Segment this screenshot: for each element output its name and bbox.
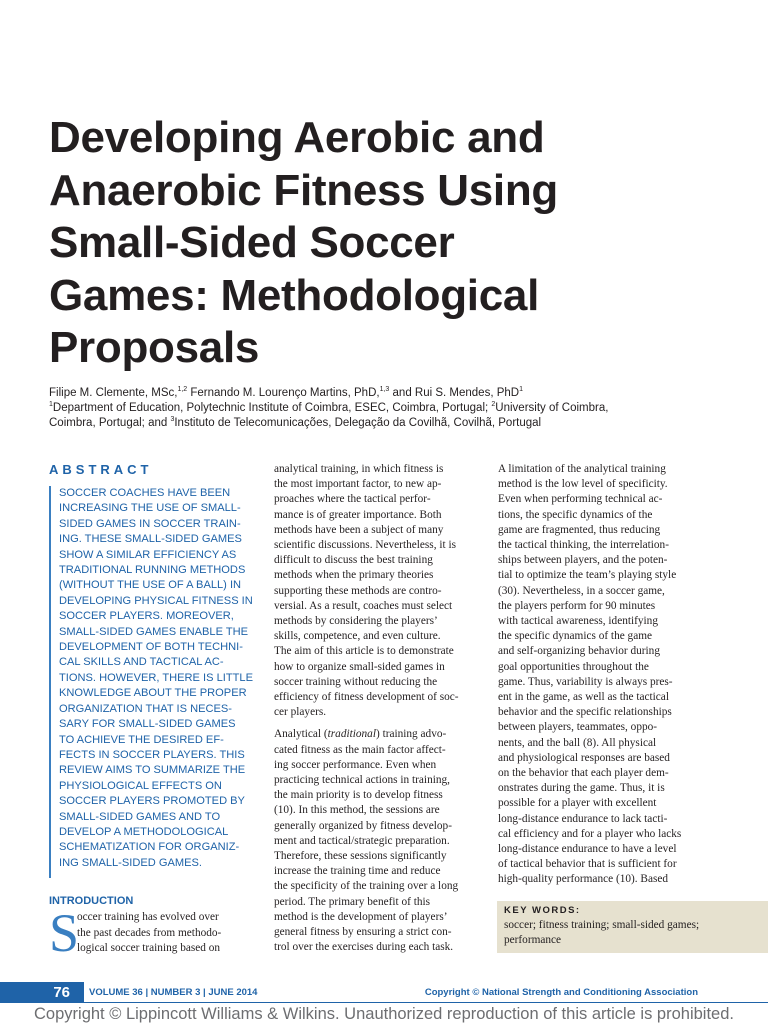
title-line: Small-Sided Soccer — [49, 218, 455, 267]
body-line: cal efficiency and for a player who lacks — [498, 827, 682, 840]
body-line: generally organized by fitness develop- — [274, 819, 452, 832]
footer-rule — [84, 1002, 768, 1003]
body-line: and self-organizing behavior during — [498, 645, 660, 658]
drop-cap: S — [49, 903, 80, 963]
body-line: general fitness by ensuring a strict con- — [274, 926, 452, 939]
abstract-line: FECTS IN SOCCER PLAYERS. THIS — [59, 748, 245, 761]
abstract-line: DEVELOP A METHODOLOGICAL — [59, 825, 229, 838]
body-line: analytical training, in which fitness is — [274, 463, 444, 475]
page-footer — [0, 982, 768, 1003]
body-line: mance is of greater importance. Both — [274, 508, 442, 521]
body-line: (30). Nevertheless, in a soccer game, — [498, 584, 665, 597]
body-line: how to organize small-sided games in — [274, 660, 445, 673]
body-line: skills, competence, and even culture. — [274, 630, 441, 643]
affiliation-line: Coimbra, Portugal; and $^3$Instituto de Telecomunicações, Delegação da Covilhã, Covilhã, Portugal — [49, 416, 542, 429]
body-line: logical soccer training based on — [77, 942, 221, 954]
body-line: tions, the specific dynamics of the — [498, 508, 653, 521]
abstract-line: SOCCER COACHES HAVE BEEN — [59, 487, 231, 499]
body-line: long-distance endurance to have a level — [498, 843, 677, 856]
body-line: cated fitness as the main factor affect- — [274, 743, 446, 756]
body-line: supporting these methods are contro- — [274, 584, 442, 597]
body-line: game are fragmented, thus reducing — [498, 523, 661, 536]
abstract-line: SOCCER PLAYERS. MOREOVER, — [59, 610, 234, 623]
abstract-line: ORGANIZATION THAT IS NECES- — [59, 702, 232, 715]
abstract-line: INCREASING THE USE OF SMALL- — [59, 502, 241, 515]
abstract-line: SIDED GAMES IN SOCCER TRAIN- — [59, 517, 241, 530]
body-line: methods have been a subject of many — [274, 523, 444, 536]
body-line: onstrates during the game. Thus, it is — [498, 782, 665, 795]
body-column-3 — [498, 462, 699, 888]
author-block — [49, 386, 729, 431]
body-column-2 — [274, 462, 475, 956]
body-line: with tactical awareness, identifying — [498, 615, 658, 628]
abstract-line: TIONS. HOWEVER, THERE IS LITTLE — [59, 671, 253, 684]
abstract-line: REVIEW AIMS TO SUMMARIZE THE — [59, 764, 246, 777]
body-line: tial to optimize the team’s playing style — [498, 569, 677, 582]
volume-info: VOLUME 36 | NUMBER 3 | JUNE 2014 — [89, 987, 258, 998]
body-line: the players perform for 90 minutes — [498, 599, 656, 612]
body-line: the most important factor, to new ap- — [274, 478, 442, 491]
title-line: Proposals — [49, 323, 260, 372]
keywords-heading: KEY WORDS: — [504, 905, 581, 916]
body-line: practicing technical actions in training, — [274, 774, 450, 787]
body-line: long-distance endurance to lack tacti- — [498, 812, 668, 825]
body-line: soccer training without reducing the — [274, 675, 438, 688]
body-line: method is the low level of specificity. — [498, 478, 668, 491]
body-line: the specificity of the training over a long — [274, 880, 459, 893]
body-line: the specific dynamics of the game — [498, 630, 653, 643]
body-line: A limitation of the analytical training — [498, 463, 666, 475]
body-line: The aim of this article is to demonstrate — [274, 645, 454, 658]
body-line: ships between players, and the poten- — [498, 554, 668, 567]
body-line: the past decades from methodo- — [77, 926, 222, 939]
abstract-line: TRADITIONAL RUNNING METHODS — [59, 564, 246, 577]
body-line: occer training has evolved over — [77, 911, 219, 923]
abstract-line: ING SMALL-SIDED GAMES. — [59, 856, 203, 869]
body-line: cer players. — [274, 706, 327, 719]
title-line: Developing Aerobic and — [49, 113, 545, 162]
body-line: increase the training time and reduce — [274, 865, 441, 878]
body-line: behavior and the specific relationships — [498, 706, 672, 719]
author-names: Filipe M. Clemente, MSc,$^{1,2}$ Fernando M. Lourenço Martins, PhD,$^{1,3}$ and Rui S. Mendes, PhD$^1$ — [49, 386, 523, 399]
body-line: methods by considering the players’ — [274, 615, 438, 628]
body-line: Even when performing technical ac- — [498, 493, 663, 506]
body-line: goal opportunities throughout the — [498, 660, 649, 673]
keywords-box — [497, 901, 768, 953]
abstract-line: PHYSIOLOGICAL EFFECTS ON — [59, 779, 222, 792]
abstract-line: SMALL-SIDED GAMES ENABLE THE — [59, 625, 249, 638]
keywords-text: soccer; fitness training; small-sided games; performance — [504, 919, 700, 946]
body-line: on the behavior that each player dem- — [498, 767, 669, 780]
body-line: difficult to discuss the best training — [274, 554, 433, 567]
abstract-line: DEVELOPING PHYSICAL FITNESS IN — [59, 594, 253, 607]
abstract-line: SARY FOR SMALL-SIDED GAMES — [59, 718, 236, 731]
body-line: ing soccer performance. Even when — [274, 758, 437, 771]
body-line: of tactical behavior that is sufficient for — [498, 858, 677, 871]
body-line: the tactical thinking, the interrelation- — [498, 539, 669, 552]
abstract-line: KNOWLEDGE ABOUT THE PROPER — [59, 687, 247, 700]
abstract-body — [49, 486, 255, 878]
introduction-heading: INTRODUCTION — [49, 895, 134, 907]
introduction-body — [49, 903, 261, 963]
body-line: trol over the exercises during each task. — [274, 941, 454, 954]
body-line: game. Thus, variability is always pres- — [498, 675, 673, 688]
body-line: scientific discussions. Nevertheless, it is — [274, 539, 456, 552]
abstract-heading: ABSTRACT — [49, 462, 153, 477]
body-line: methods when the primary theories — [274, 569, 434, 582]
abstract-line: CAL SKILLS AND TACTICAL AC- — [59, 656, 224, 669]
abstract-line: TO ACHIEVE THE DESIRED EF- — [59, 733, 224, 746]
page-number: 76 — [0, 982, 84, 1003]
abstract-line: DEVELOPMENT OF BOTH TECHNI- — [59, 641, 243, 654]
abstract-line: (WITHOUT THE USE OF A BALL) IN — [59, 579, 242, 592]
nsca-copyright: Copyright © National Strength and Conditioning Association — [424, 987, 698, 998]
body-line: method is the development of players’ — [274, 910, 448, 923]
abstract-line: SCHEMATIZATION FOR ORGANIZ- — [59, 841, 240, 854]
body-line: possible for a player with excellent — [498, 797, 657, 810]
body-line: high-quality performance (10). Based — [498, 873, 669, 886]
body-line: versial. As a result, coaches must select — [274, 599, 453, 612]
article-title — [49, 112, 729, 375]
title-line: Games: Methodological — [49, 270, 539, 320]
affiliation-line: $^1$Department of Education, Polytechnic Institute of Coimbra, ESEC, Coimbra, Portugal; $^2$University of Coimbra, — [49, 401, 609, 414]
body-line: between players, teammates, oppo- — [498, 721, 658, 734]
body-line: ent in the game, as well as the tactical — [498, 691, 669, 704]
body-line: nents, and the ball (8). All physical — [498, 736, 657, 749]
body-line: the main priority is to develop fitness — [274, 789, 443, 802]
abstract-line: ING. THESE SMALL-SIDED GAMES — [59, 533, 242, 546]
body-line: and physiological responses are based — [498, 751, 670, 764]
body-line: period. The primary benefit of this — [274, 895, 431, 908]
body-line: Therefore, these sessions significantly — [274, 850, 447, 863]
body-line: ment and tactical/strategic preparation. — [274, 834, 450, 847]
abstract-line: SHOW A SIMILAR EFFICIENCY AS — [59, 548, 237, 561]
abstract-line: SMALL-SIDED GAMES AND TO — [59, 810, 221, 823]
abstract-line: SOCCER PLAYERS PROMOTED BY — [59, 795, 245, 808]
body-line: (10). In this method, the sessions are — [274, 804, 440, 817]
title-line: Anaerobic Fitness Using — [49, 165, 558, 215]
lww-copyright-notice: Copyright © Lippincott Williams & Wilkins. Unauthorized reproduction of this article is prohibited. — [34, 1005, 734, 1023]
body-line: efficiency of fitness development of soc- — [274, 691, 459, 704]
body-line: Analytical (traditional) training advo- — [274, 728, 447, 741]
body-line: proaches where the tactical perfor- — [274, 493, 431, 506]
